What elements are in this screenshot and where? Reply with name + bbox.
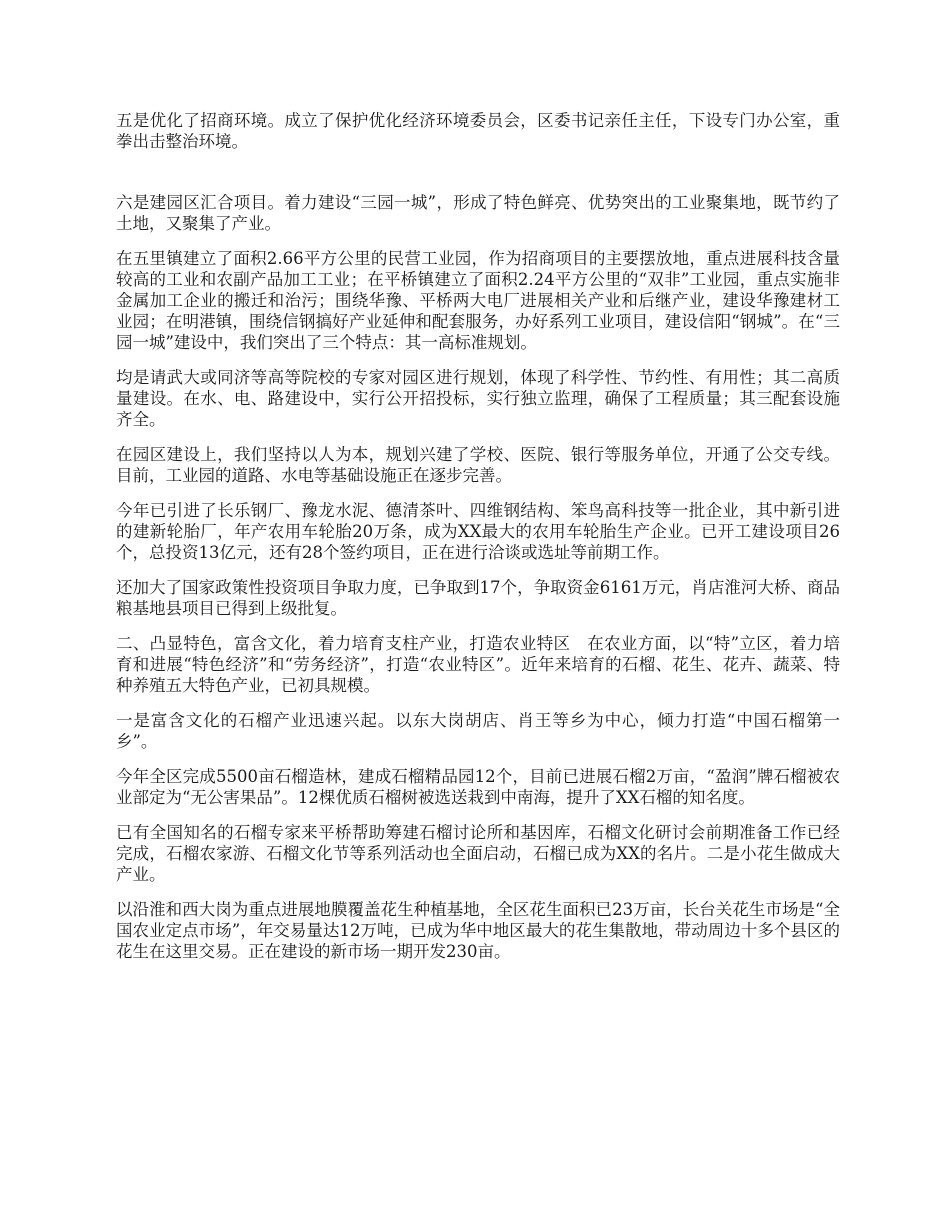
paragraph-3: 在五里镇建立了面积2.66平方公里的民营工业园，作为招商项目的主要摆放地，重点进展科技含量较高的工业和农副产品加工工业；在平桥镇建立了面积2.24平方公里的“双非”工业园，重点实施非金属加工企业的搬迁和治污；围绕华豫、平桥两大电厂进展相关产业和后继产业，建设华豫建材工业园；在明港镇，围绕信钢搞好产业延伸和配套服务，办好系列工业项目，建设信阳“钢城”。在“三园一城”建设中，我们突出了三个特点：其一高标准规划。	[116, 249, 840, 352]
paragraph-10: 今年全区完成5500亩石榴造林，建成石榴精品园12个，目前已进展石榴2万亩，“盈润”牌石榴被农业部定为“无公害果品”。12棵优质石榴树被选送栽到中南海，提升了XX石榴的知名度。	[116, 767, 840, 807]
paragraph-8: 二、凸显特色，富含文化，着力培育支柱产业，打造农业特区 在农业方面，以“特”立区，着力培育和进展“特色经济”和“劳务经济”，打造“农业特区”。近年来培育的石榴、花生、花卉、蔬菜、特种养殖五大特色产业，已初具规模。	[116, 634, 840, 695]
paragraph-2: 六是建园区汇合项目。着力建设“三园一城”，形成了特色鲜亮、优势突出的工业聚集地，既节约了土地，又聚集了产业。	[116, 193, 840, 233]
paragraph-12: 以沿淮和西大岗为重点进展地膜覆盖花生种植基地，全区花生面积已23万亩，长台关花生市场是“全国农业定点市场”，年交易量达12万吨，已成为华中地区最大的花生集散地，带动周边十多个县区的花生在这里交易。正在建设的新市场一期开发230亩。	[116, 900, 840, 961]
paragraph-7: 还加大了国家政策性投资项目争取力度，已争取到17个，争取资金6161万元，肖店淮河大桥、商品粮基地县项目已得到上级批复。	[116, 578, 840, 618]
paragraph-6: 今年已引进了长乐钢厂、豫龙水泥、德清茶叶、四维钢结构、笨鸟高科技等一批企业，其中新引进的建新轮胎厂，年产农用车轮胎20万条，成为XX最大的农用车轮胎生产企业。已开工建设项目26个，总投资13亿元，还有28个签约项目，正在进行洽谈或选址等前期工作。	[116, 501, 840, 562]
paragraph-1: 五是优化了招商环境。成立了保护优化经济环境委员会，区委书记亲任主任，下设专门办公室，重拳出击整治环境。	[116, 111, 840, 151]
document-body	[116, 110, 840, 976]
paragraph-4: 均是请武大或同济等高等院校的专家对园区进行规划，体现了科学性、节约性、有用性；其二高质量建设。在水、电、路建设中，实行公开招投标，实行独立监理，确保了工程质量；其三配套设施齐全。	[116, 368, 840, 429]
paragraph-11: 已有全国知名的石榴专家来平桥帮助筹建石榴讨论所和基因库，石榴文化研讨会前期准备工作已经完成，石榴农家游、石榴文化节等系列活动也全面启动，石榴已成为XX的名片。二是小花生做成大产业。	[116, 823, 840, 884]
paragraph-9: 一是富含文化的石榴产业迅速兴起。以东大岗胡店、肖王等乡为中心，倾力打造“中国石榴第一乡”。	[116, 711, 840, 751]
paragraph-5: 在园区建设上，我们坚持以人为本，规划兴建了学校、医院、银行等服务单位，开通了公交专线。目前，工业园的道路、水电等基础设施正在逐步完善。	[116, 445, 840, 485]
